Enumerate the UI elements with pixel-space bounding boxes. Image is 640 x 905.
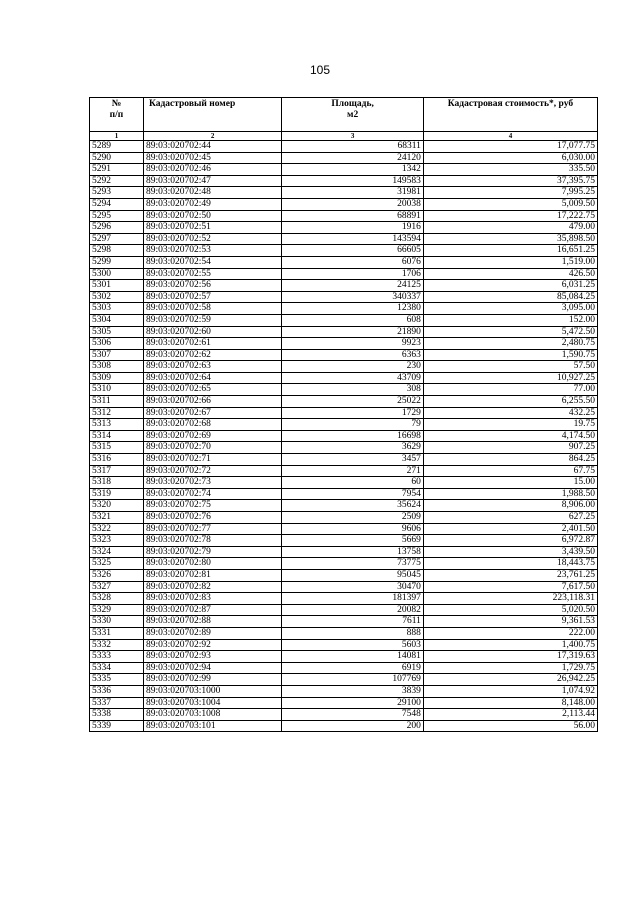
area-value: 9606 [282, 523, 424, 535]
cost-value: 907.25 [423, 442, 597, 454]
cost-value: 8,906.00 [423, 500, 597, 512]
row-number: 5316 [90, 454, 144, 466]
cadastral-number: 89:03:020702:58 [143, 303, 281, 315]
area-value: 888 [282, 627, 424, 639]
row-number: 5324 [90, 546, 144, 558]
cadastral-number: 89:03:020702:54 [143, 256, 281, 268]
cost-value: 35,898.50 [423, 233, 597, 245]
area-value: 16698 [282, 430, 424, 442]
table-row [90, 419, 598, 431]
cadastral-number: 89:03:020702:44 [143, 141, 281, 153]
row-number: 5311 [90, 396, 144, 408]
cost-value: 3,095.00 [423, 303, 597, 315]
table-row [90, 233, 598, 245]
cost-value: 23,761.25 [423, 569, 597, 581]
row-number: 5308 [90, 361, 144, 373]
cost-value: 6,972.87 [423, 535, 597, 547]
table-row [90, 720, 598, 732]
cadastral-number: 89:03:020702:78 [143, 535, 281, 547]
area-value: 3457 [282, 454, 424, 466]
table-row [90, 187, 598, 199]
cost-value: 17,319.63 [423, 651, 597, 663]
table-row [90, 361, 598, 373]
cadastral-number: 89:03:020702:83 [143, 593, 281, 605]
column-index: 1 [90, 132, 144, 141]
row-number: 5330 [90, 616, 144, 628]
table-row [90, 141, 598, 153]
row-number: 5317 [90, 465, 144, 477]
cadastral-number: 89:03:020702:46 [143, 164, 281, 176]
area-value: 107769 [282, 674, 424, 686]
table-row [90, 709, 598, 721]
cadastral-number: 89:03:020702:53 [143, 245, 281, 257]
area-value: 3839 [282, 685, 424, 697]
row-number: 5303 [90, 303, 144, 315]
area-value: 13758 [282, 546, 424, 558]
cost-value: 7,617.50 [423, 581, 597, 593]
area-value: 1729 [282, 407, 424, 419]
header-cadastral-label: Кадастровый номер [148, 99, 236, 109]
row-number: 5312 [90, 407, 144, 419]
cadastral-number: 89:03:020702:67 [143, 407, 281, 419]
cost-value: 335.50 [423, 164, 597, 176]
cost-value: 85,084.25 [423, 291, 597, 303]
row-number: 5329 [90, 604, 144, 616]
cost-value: 6,031.25 [423, 280, 597, 292]
header-cost [423, 98, 597, 132]
cost-value: 19.75 [423, 419, 597, 431]
cost-value: 1,074.92 [423, 685, 597, 697]
row-number: 5325 [90, 558, 144, 570]
row-number: 5289 [90, 141, 144, 153]
cost-value: 26,942.25 [423, 674, 597, 686]
table-row [90, 152, 598, 164]
cost-value: 1,590.75 [423, 349, 597, 361]
table-row [90, 198, 598, 210]
cost-value: 56.00 [423, 720, 597, 732]
area-value: 1342 [282, 164, 424, 176]
table-row [90, 326, 598, 338]
table-row [90, 546, 598, 558]
cost-value: 1,519.00 [423, 256, 597, 268]
cost-value: 18,443.75 [423, 558, 597, 570]
cost-value: 10,927.25 [423, 372, 597, 384]
cost-value: 1,729.75 [423, 662, 597, 674]
cadastral-number: 89:03:020702:74 [143, 488, 281, 500]
table-row [90, 477, 598, 489]
cost-value: 16,651.25 [423, 245, 597, 257]
cost-value: 37,395.75 [423, 175, 597, 187]
table-row [90, 569, 598, 581]
area-value: 181397 [282, 593, 424, 605]
area-value: 31981 [282, 187, 424, 199]
cadastral-number: 89:03:020702:64 [143, 372, 281, 384]
table-row [90, 256, 598, 268]
table-row [90, 222, 598, 234]
cadastral-number: 89:03:020702:81 [143, 569, 281, 581]
cost-value: 67.75 [423, 465, 597, 477]
table-row [90, 604, 598, 616]
cost-value: 223,118.31 [423, 593, 597, 605]
row-number: 5302 [90, 291, 144, 303]
area-value: 21890 [282, 326, 424, 338]
area-value: 6076 [282, 256, 424, 268]
cost-value: 864.25 [423, 454, 597, 466]
table-row [90, 512, 598, 524]
area-value: 5603 [282, 639, 424, 651]
cadastral-number: 89:03:020702:68 [143, 419, 281, 431]
table-row [90, 303, 598, 315]
table-row [90, 558, 598, 570]
cadastral-number: 89:03:020702:57 [143, 291, 281, 303]
cost-value: 432.25 [423, 407, 597, 419]
cadastral-number: 89:03:020702:47 [143, 175, 281, 187]
cadastral-number: 89:03:020702:75 [143, 500, 281, 512]
cadastral-number: 89:03:020702:60 [143, 326, 281, 338]
table-row [90, 523, 598, 535]
row-number: 5304 [90, 314, 144, 326]
cadastral-number: 89:03:020702:69 [143, 430, 281, 442]
row-number: 5338 [90, 709, 144, 721]
row-number: 5333 [90, 651, 144, 663]
cost-value: 3,439.50 [423, 546, 597, 558]
table-row [90, 291, 598, 303]
row-number: 5299 [90, 256, 144, 268]
table-row [90, 280, 598, 292]
table-row [90, 384, 598, 396]
table-row [90, 164, 598, 176]
cadastral-number: 89:03:020702:62 [143, 349, 281, 361]
cadastral-number: 89:03:020702:99 [143, 674, 281, 686]
row-number: 5313 [90, 419, 144, 431]
row-number: 5294 [90, 198, 144, 210]
cadastral-number: 89:03:020702:76 [143, 512, 281, 524]
area-value: 7954 [282, 488, 424, 500]
row-number: 5306 [90, 338, 144, 350]
row-number: 5298 [90, 245, 144, 257]
row-number: 5290 [90, 152, 144, 164]
cost-value: 5,472.50 [423, 326, 597, 338]
row-number: 5301 [90, 280, 144, 292]
area-value: 7611 [282, 616, 424, 628]
cost-value: 6,255.50 [423, 396, 597, 408]
area-value: 308 [282, 384, 424, 396]
cost-value: 15.00 [423, 477, 597, 489]
cadastral-number: 89:03:020702:87 [143, 604, 281, 616]
column-index: 2 [143, 132, 281, 141]
header-cadastral [143, 98, 281, 132]
area-value: 5669 [282, 535, 424, 547]
page-number: 105 [309, 63, 331, 77]
cadastral-number: 89:03:020702:89 [143, 627, 281, 639]
area-value: 200 [282, 720, 424, 732]
table-row [90, 407, 598, 419]
table-row [90, 593, 598, 605]
area-value: 79 [282, 419, 424, 431]
table-row [90, 500, 598, 512]
area-value: 1916 [282, 222, 424, 234]
area-value: 6363 [282, 349, 424, 361]
cost-value: 627.25 [423, 512, 597, 524]
row-number: 5337 [90, 697, 144, 709]
cadastral-number: 89:03:020702:50 [143, 210, 281, 222]
area-value: 608 [282, 314, 424, 326]
area-value: 60 [282, 477, 424, 489]
cadastral-number: 89:03:020703:1000 [143, 685, 281, 697]
table-row [90, 396, 598, 408]
table-row [90, 175, 598, 187]
cadastral-table [89, 97, 598, 732]
table-row [90, 245, 598, 257]
row-number: 5305 [90, 326, 144, 338]
table-row [90, 535, 598, 547]
cost-value: 1,988.50 [423, 488, 597, 500]
cost-value: 2,480.75 [423, 338, 597, 350]
cost-value: 17,077.75 [423, 141, 597, 153]
area-value: 12380 [282, 303, 424, 315]
column-index: 4 [423, 132, 597, 141]
cost-value: 152.00 [423, 314, 597, 326]
row-number: 5328 [90, 593, 144, 605]
area-value: 24125 [282, 280, 424, 292]
area-value: 9923 [282, 338, 424, 350]
cost-value: 8,148.00 [423, 697, 597, 709]
cost-value: 5,020.50 [423, 604, 597, 616]
table-row [90, 639, 598, 651]
table-row [90, 210, 598, 222]
area-value: 20038 [282, 198, 424, 210]
row-number: 5339 [90, 720, 144, 732]
cadastral-number: 89:03:020702:59 [143, 314, 281, 326]
cadastral-number: 89:03:020702:49 [143, 198, 281, 210]
table-row [90, 430, 598, 442]
area-value: 29100 [282, 697, 424, 709]
row-number: 5310 [90, 384, 144, 396]
row-number: 5327 [90, 581, 144, 593]
table-row [90, 314, 598, 326]
header-cost-label: Кадастровая стоимость*, руб [447, 99, 574, 109]
row-number: 5296 [90, 222, 144, 234]
cadastral-number: 89:03:020702:65 [143, 384, 281, 396]
cadastral-number: 89:03:020702:66 [143, 396, 281, 408]
row-number: 5315 [90, 442, 144, 454]
area-value: 68311 [282, 141, 424, 153]
table-row [90, 685, 598, 697]
table-row [90, 442, 598, 454]
cost-value: 426.50 [423, 268, 597, 280]
row-number: 5319 [90, 488, 144, 500]
cadastral-number: 89:03:020702:77 [143, 523, 281, 535]
row-number: 5318 [90, 477, 144, 489]
area-value: 43709 [282, 372, 424, 384]
cadastral-number: 89:03:020702:52 [143, 233, 281, 245]
area-value: 30470 [282, 581, 424, 593]
cadastral-number: 89:03:020702:80 [143, 558, 281, 570]
column-index-row [90, 132, 598, 141]
row-number: 5334 [90, 662, 144, 674]
cadastral-number: 89:03:020702:92 [143, 639, 281, 651]
cadastral-number: 89:03:020703:1008 [143, 709, 281, 721]
cost-value: 9,361.53 [423, 616, 597, 628]
table-row [90, 349, 598, 361]
table-row [90, 268, 598, 280]
area-value: 143594 [282, 233, 424, 245]
row-number: 5320 [90, 500, 144, 512]
row-number: 5300 [90, 268, 144, 280]
row-number: 5331 [90, 627, 144, 639]
cost-value: 2,401.50 [423, 523, 597, 535]
cadastral-number: 89:03:020702:93 [143, 651, 281, 663]
cadastral-number: 89:03:020702:88 [143, 616, 281, 628]
table-row [90, 372, 598, 384]
row-number: 5326 [90, 569, 144, 581]
cost-value: 479.00 [423, 222, 597, 234]
table-body [90, 141, 598, 732]
header-num-label: № п/п [109, 99, 124, 120]
area-value: 24120 [282, 152, 424, 164]
table-row [90, 581, 598, 593]
cadastral-number: 89:03:020702:73 [143, 477, 281, 489]
cadastral-number: 89:03:020703:101 [143, 720, 281, 732]
area-value: 20082 [282, 604, 424, 616]
cadastral-number: 89:03:020702:79 [143, 546, 281, 558]
row-number: 5322 [90, 523, 144, 535]
area-value: 271 [282, 465, 424, 477]
cost-value: 1,400.75 [423, 639, 597, 651]
cadastral-number: 89:03:020702:55 [143, 268, 281, 280]
cadastral-number: 89:03:020703:1004 [143, 697, 281, 709]
cost-value: 6,030.00 [423, 152, 597, 164]
table-row [90, 338, 598, 350]
row-number: 5297 [90, 233, 144, 245]
area-value: 149583 [282, 175, 424, 187]
cadastral-number: 89:03:020702:45 [143, 152, 281, 164]
cost-value: 17,222.75 [423, 210, 597, 222]
row-number: 5323 [90, 535, 144, 547]
area-value: 95045 [282, 569, 424, 581]
cadastral-number: 89:03:020702:63 [143, 361, 281, 373]
row-number: 5336 [90, 685, 144, 697]
cost-value: 222.00 [423, 627, 597, 639]
cadastral-number: 89:03:020702:94 [143, 662, 281, 674]
row-number: 5335 [90, 674, 144, 686]
area-value: 1706 [282, 268, 424, 280]
row-number: 5293 [90, 187, 144, 199]
header-area-label: Площадь, м2 [331, 99, 374, 120]
cost-value: 57.50 [423, 361, 597, 373]
cadastral-number: 89:03:020702:72 [143, 465, 281, 477]
area-value: 73775 [282, 558, 424, 570]
header-row [90, 98, 598, 132]
row-number: 5292 [90, 175, 144, 187]
area-value: 2509 [282, 512, 424, 524]
table-row [90, 488, 598, 500]
row-number: 5291 [90, 164, 144, 176]
area-value: 230 [282, 361, 424, 373]
row-number: 5321 [90, 512, 144, 524]
table-row [90, 454, 598, 466]
table-row [90, 627, 598, 639]
area-value: 68891 [282, 210, 424, 222]
cadastral-number: 89:03:020702:48 [143, 187, 281, 199]
cost-value: 2,113.44 [423, 709, 597, 721]
cost-value: 4,174.50 [423, 430, 597, 442]
table-row [90, 616, 598, 628]
area-value: 6919 [282, 662, 424, 674]
cadastral-number: 89:03:020702:61 [143, 338, 281, 350]
cadastral-number: 89:03:020702:56 [143, 280, 281, 292]
table-row [90, 465, 598, 477]
row-number: 5332 [90, 639, 144, 651]
cost-value: 5,009.50 [423, 198, 597, 210]
row-number: 5295 [90, 210, 144, 222]
row-number: 5309 [90, 372, 144, 384]
area-value: 14081 [282, 651, 424, 663]
cost-value: 7,995.25 [423, 187, 597, 199]
header-area [282, 98, 424, 132]
table-row [90, 651, 598, 663]
row-number: 5307 [90, 349, 144, 361]
area-value: 3629 [282, 442, 424, 454]
row-number: 5314 [90, 430, 144, 442]
table-row [90, 662, 598, 674]
header-num [90, 98, 144, 132]
cost-value: 77.00 [423, 384, 597, 396]
area-value: 35624 [282, 500, 424, 512]
area-value: 66605 [282, 245, 424, 257]
cadastral-number: 89:03:020702:71 [143, 454, 281, 466]
area-value: 25022 [282, 396, 424, 408]
area-value: 340337 [282, 291, 424, 303]
table-row [90, 674, 598, 686]
table-row [90, 697, 598, 709]
cadastral-number: 89:03:020702:82 [143, 581, 281, 593]
area-value: 7548 [282, 709, 424, 721]
column-index: 3 [282, 132, 424, 141]
cadastral-number: 89:03:020702:51 [143, 222, 281, 234]
cadastral-number: 89:03:020702:70 [143, 442, 281, 454]
